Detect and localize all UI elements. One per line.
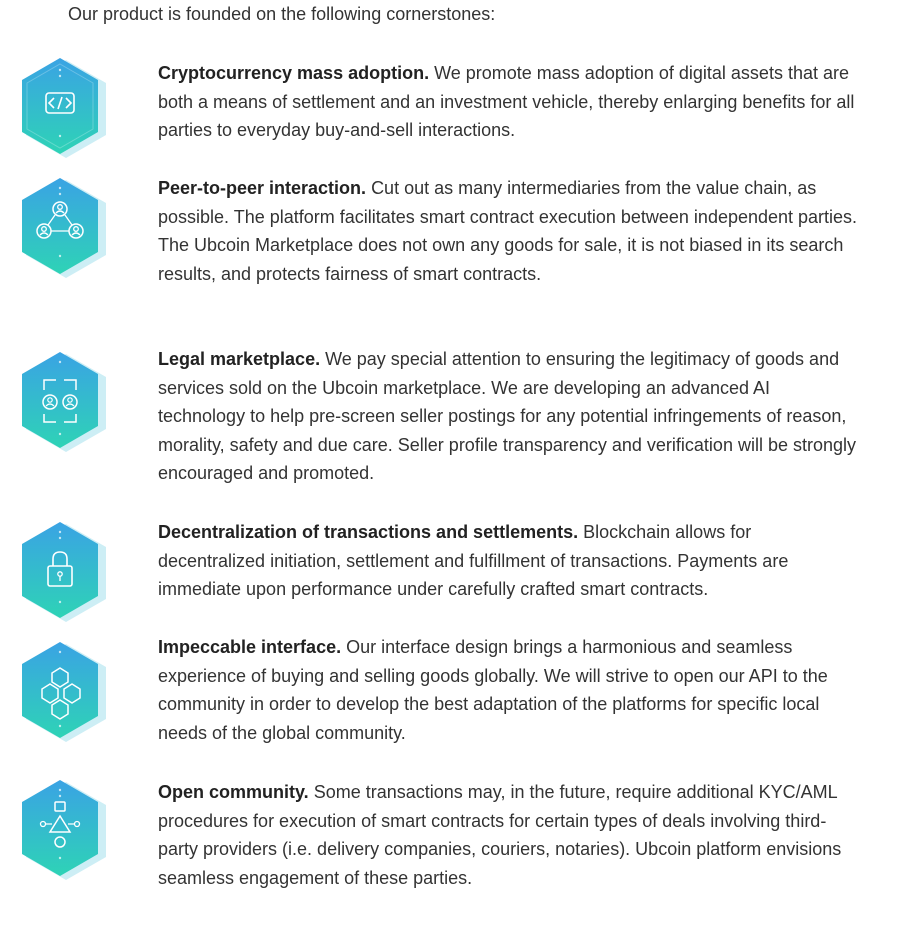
hexagon-cluster-icon (14, 640, 110, 744)
cornerstone-text (158, 518, 858, 604)
cornerstone-title: Open community. (158, 782, 309, 802)
cornerstone-text (158, 174, 858, 288)
code-icon (14, 56, 110, 160)
cornerstone-body: We promote mass adoption of digital assets that are both a means of settlement and an investment vehicle, thereby enlarging benefits for all parties to everyday buy-and-sell interactions. (158, 63, 855, 141)
cornerstone-text (158, 778, 858, 892)
cornerstone-title: Peer-to-peer interaction. (158, 178, 367, 198)
cornerstone-title: Impeccable interface. (158, 637, 342, 657)
cornerstone-title: Legal marketplace. (158, 349, 321, 369)
cornerstone-text (158, 633, 858, 747)
cornerstone-body: We pay special attention to ensuring the legitimacy of goods and services sold on the Ubcoin marketplace. We are developing an advanced AI technology to help pre-screen seller postings for any potential infringements of reason, morality, safety and due care. Seller profile transparency and verification will be strongly encouraged and promoted. (158, 349, 857, 484)
exchange-users-icon (14, 350, 110, 454)
intro-text: Our product is founded on the following cornerstones: (68, 4, 496, 24)
cornerstone-body: Our interface design brings a harmonious and seamless experience of buying and selling goods globally. We will strive to open our API to the community in order to develop the best adaptation of the platforms for specific local needs of the global community. (158, 637, 828, 743)
cornerstone-body: Some transactions may, in the future, require additional KYC/AML procedures for execution of smart contracts for certain types of deals involving third-party providers (i.e. delivery companies, couriers, notaries). Ubcoin platform envisions seamless engagement of these parties. (158, 782, 842, 888)
cornerstone-text (158, 345, 858, 488)
users-network-icon (14, 176, 110, 280)
lock-icon (14, 520, 110, 624)
shapes-community-icon (14, 778, 110, 882)
cornerstone-body: Cut out as many intermediaries from the value chain, as possible. The platform facilitates smart contract execution between independent parties. The Ubcoin Marketplace does not own any goods for sale, it is not biased in its search results, and protects fairness of smart contracts. (158, 178, 858, 284)
cornerstone-body: Blockchain allows for decentralized initiation, settlement and fulfillment of transactions. Payments are immediate upon performance under carefully crafted smart contracts. (158, 522, 789, 600)
cornerstone-title: Decentralization of transactions and settlements. (158, 522, 579, 542)
cornerstone-title: Cryptocurrency mass adoption. (158, 63, 430, 83)
cornerstone-text (158, 59, 858, 145)
